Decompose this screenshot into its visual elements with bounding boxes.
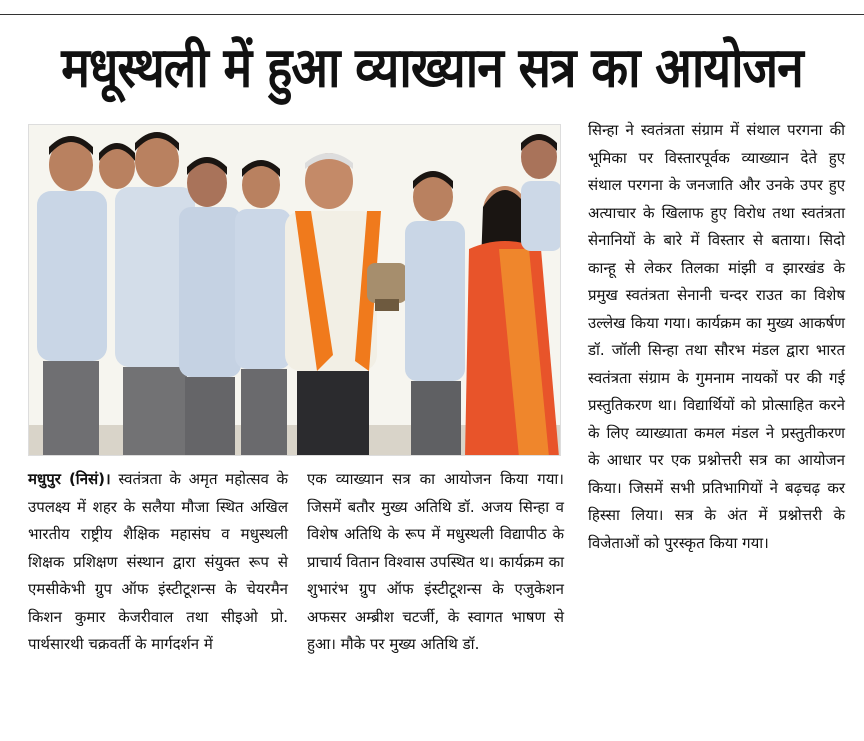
article-column-3	[588, 117, 845, 557]
article-col2-text: एक व्याख्यान सत्र का आयोजन किया गया। जिसमें बतौर मुख्य अतिथि डॉ. अजय सिन्हा व विशेष अतिथि के रूप में मधुस्थली विद्यापीठ के प्राचार्य वितान विश्वास उपस्थित थ। कार्यक्रम का शुभारंभ ग्रुप ऑफ इंस्टीटूशन्स के एजुकेशन अफसर अम्ब्रीश चटर्जी, के स्वागत भाषण से हुआ। मौके पर मुख्य अतिथि डॉ.	[307, 470, 564, 653]
group-photo-illustration	[29, 125, 561, 456]
article-column-2	[307, 466, 564, 659]
article-col1-text: स्वतंत्रता के अमृत महोत्सव के उपलक्ष्य में शहर के सलैया मौजा स्थित अखिल भारतीय राष्ट्रीय शैक्षिक महासंघ व मधुस्थली शिक्षक प्रशिक्षण संस्थान द्वारा संयुक्त रूप से एमसीकेभी ग्रुप ऑफ इंस्टीटूशन्स के चेयरमैन किशन कुमार केजरीवाल तथा सीइओ प्रो. पार्थसारथी चक्रवर्ती के मार्गदर्शन में	[28, 470, 288, 653]
headline: मधूस्थली में हुआ व्याख्यान सत्र का आयोजन	[61, 35, 803, 101]
news-photo	[28, 124, 561, 456]
article-column-1	[28, 466, 288, 659]
dateline: मधुपुर (निसं)।	[28, 470, 111, 488]
article-col3-text: सिन्हा ने स्वतंत्रता संग्राम में संथाल परगना की भूमिका पर विस्तारपूर्वक व्याख्यान देते हुए संथाल परगना के जनजाति और उनके उपर हुए अत्याचार के खिलाफ हुए विरोध तथा स्वतंत्रता सेनानियों के बारे में विस्तार से बताया। सिदो कान्हू से लेकर तिलका मांझी व झारखंड के प्रमुख स्वतंत्रता सेनानी चन्दर राउत का विशेष उल्लेख किया गया। कार्यक्रम का मुख्य आकर्षण डॉ. जॉली सिन्हा तथा सौरभ मंडल द्वारा भारत स्वतंत्रता संग्राम के गुमनाम नायकों पर की गई प्रस्तुतिकरण था। विद्यार्थियों को प्रोत्साहित करने के लिए व्याख्याता कमल मंडल ने प्रस्तुतीकरण के आधार पर एक प्रश्नोत्तरी सत्र का आयोजन किया। जिसमें सभी प्रतिभागियों ने बढ़चढ़ कर हिस्सा लिया। सत्र के अंत में प्रश्नोत्तरी के विजेताओं को पुरस्कृत किया गया।	[588, 121, 845, 552]
